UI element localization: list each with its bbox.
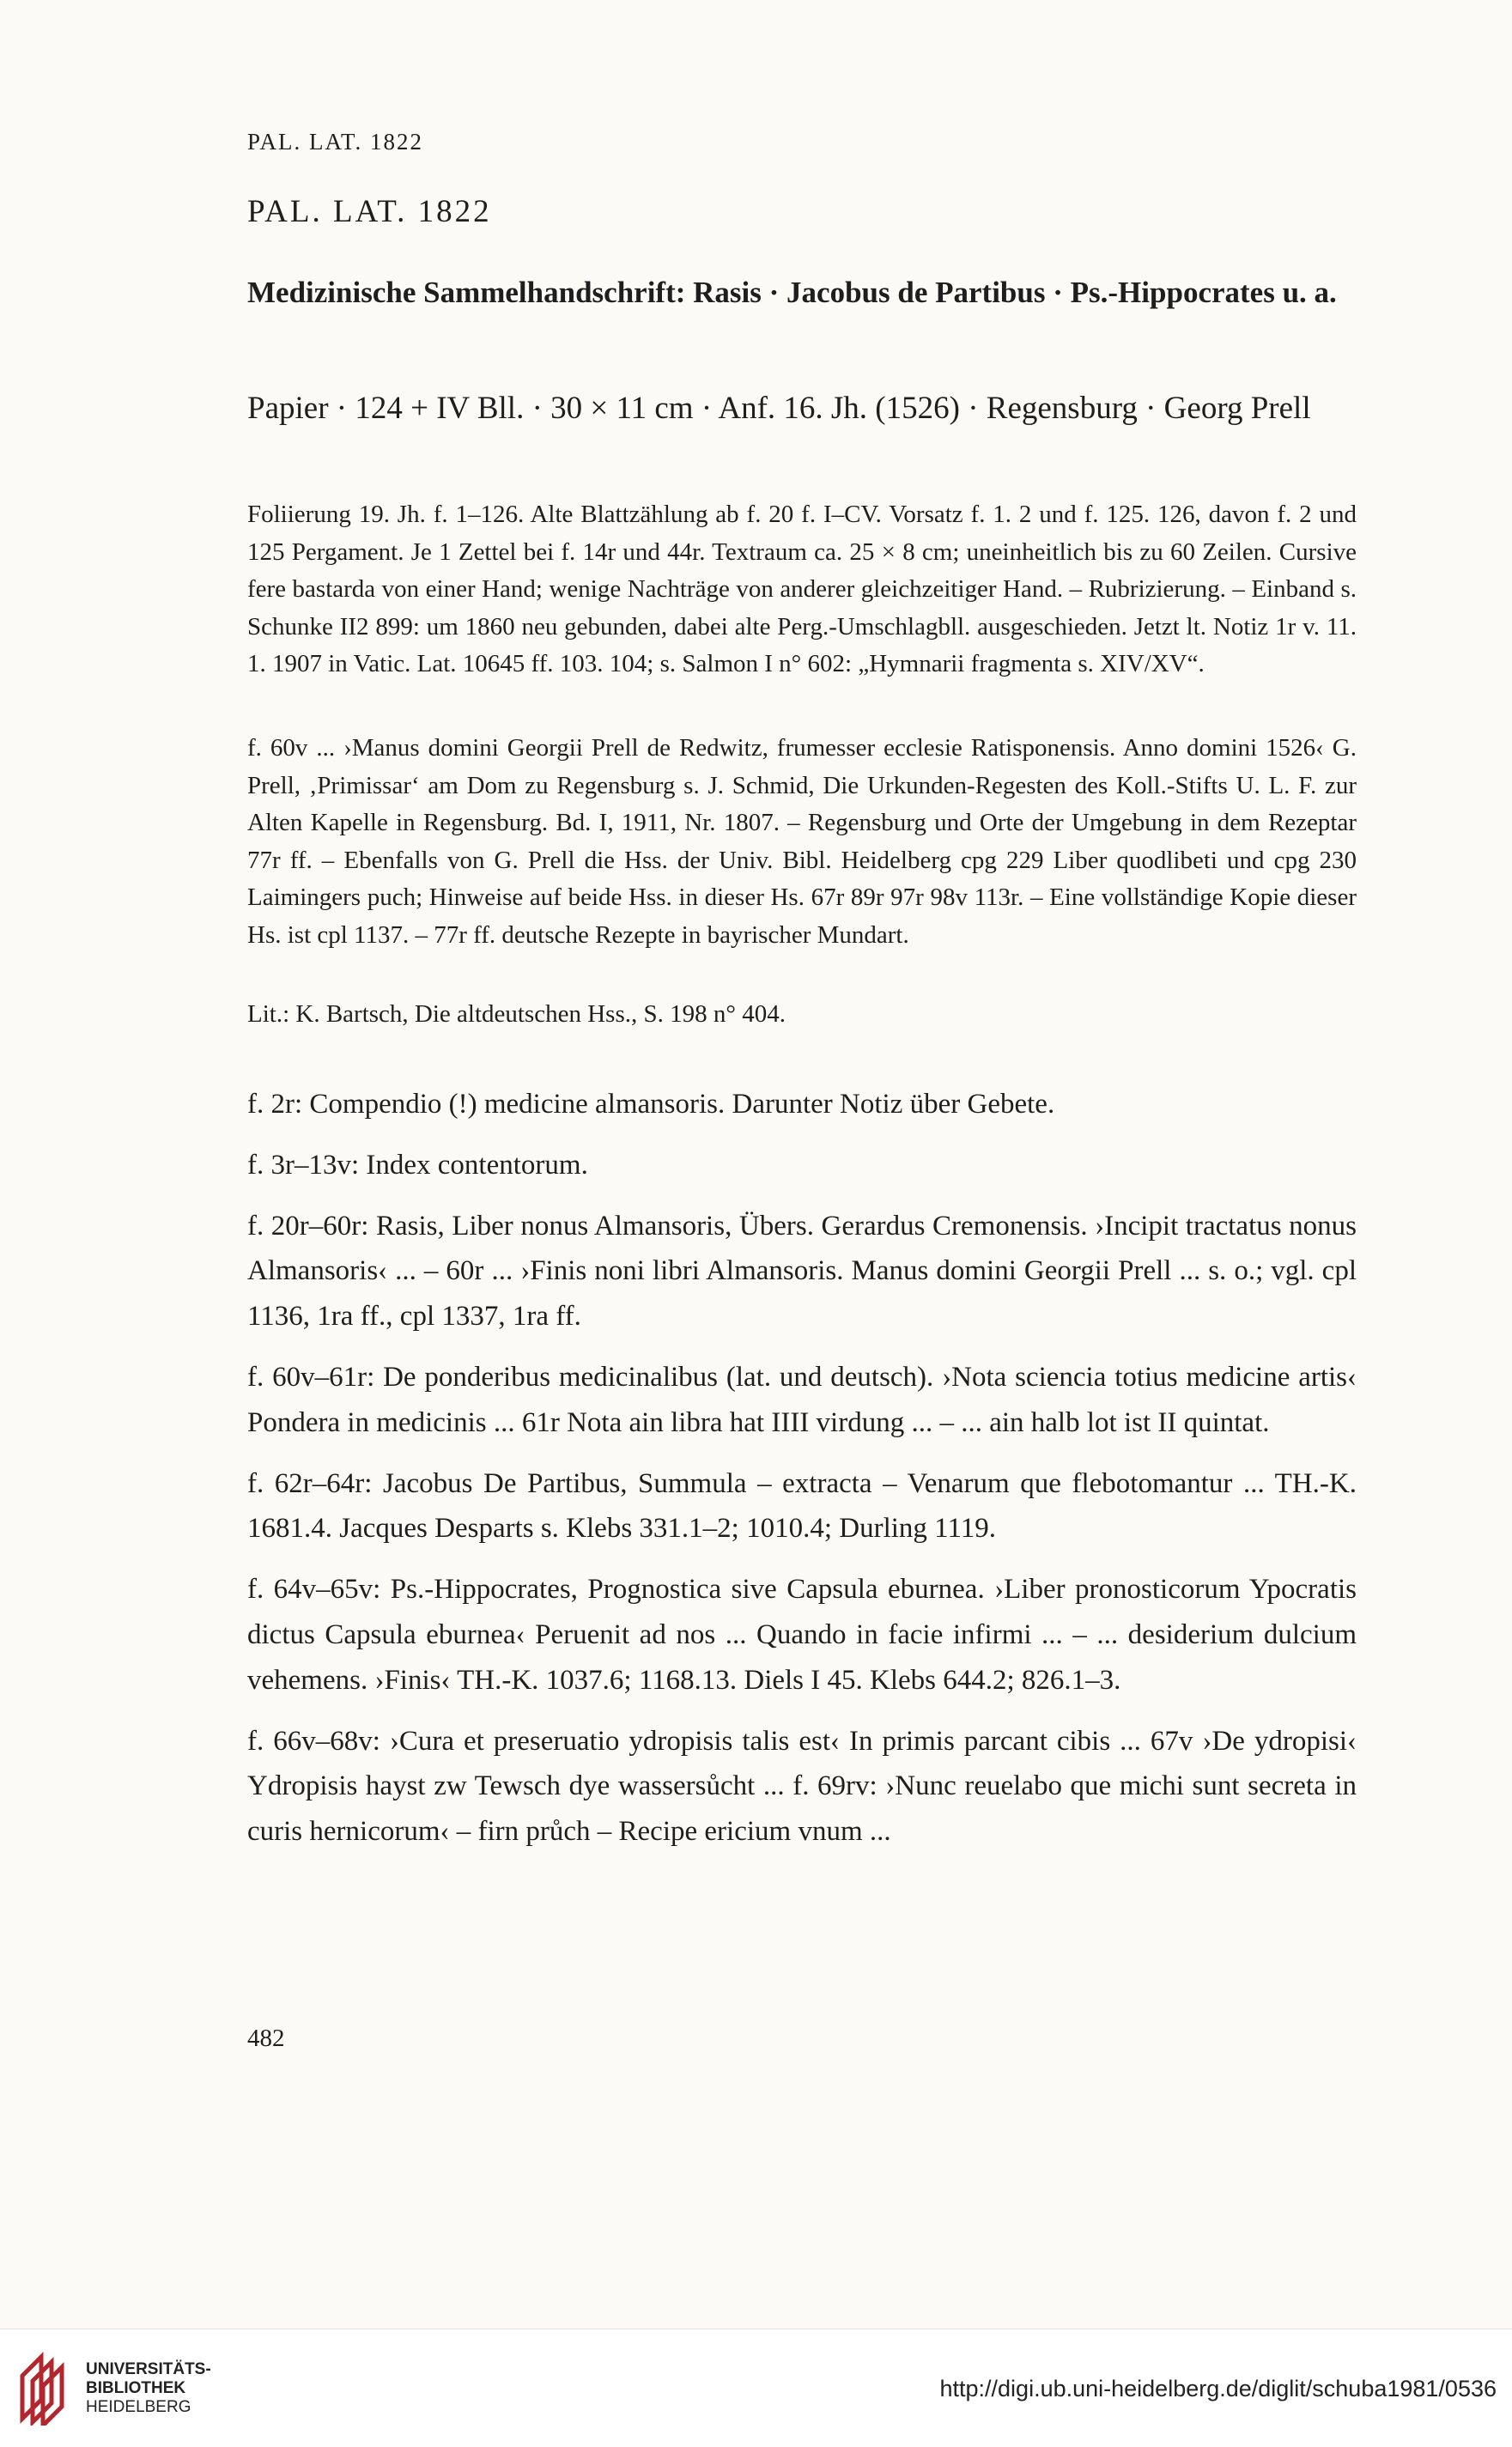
literature-note: Lit.: K. Bartsch, Die altdeutschen Hss., S. 198 n° 404. <box>247 1000 786 1028</box>
library-logo-icon <box>15 2350 76 2426</box>
contents-list <box>247 1082 1357 1870</box>
page-title: PAL. LAT. 1822 <box>247 194 492 229</box>
entry-f3-13: f. 3r–13v: Index contentorum. <box>247 1149 588 1181</box>
library-name-line1: UNIVERSITÄTS- <box>86 2360 211 2378</box>
entry-f66-68: f. 66v–68v: ›Cura et preseruatio ydropisis talis est‹ In primis parcant cibis ... 67v ›De ydropisi‹ Ydropisis hayst zw Tewsch dye wassersůcht ... f. 69rv: ›Nunc reuelabo que michi sunt secreta in curis hernicorum‹ – firn průch – Recipe ericium vnum ... <box>247 1725 1357 1848</box>
manuscript-heading: Medizinische Sammelhandschrift: Rasis · Jacobus de Partibus · Ps.-Hippocrates u. a. <box>247 276 1337 309</box>
entry-f64-65: f. 64v–65v: Ps.-Hippocrates, Prognostica sive Capsula eburnea. ›Liber pronosticorum Ypocratis dictus Capsula eburnea‹ Peruenit ad nos ... Quando in facie infirmi ... – ... desiderium dulcium vehemens. ›Finis‹ TH.-K. 1037.6; 1168.13. Diels I 45. Klebs 644.2; 826.1–3. <box>247 1574 1357 1696</box>
description-para2: f. 60v ... ›Manus domini Georgii Prell de Redwitz, frumesser ecclesie Ratisponensis. Anno domini 1526‹ G. Prell, ‚Primissar‘ am Dom zu Regensburg s. J. Schmid, Die Urkunden-Regesten des Koll.-Stifts U. L. F. zur Alten Kapelle in Regensburg. Bd. I, 1911, Nr. 1807. – Regensburg und Orte der Umgebung in dem Rezeptar 77r ff. – Ebenfalls von G. Prell die Hss. der Univ. Bibl. Heidelberg cpg 229 Liber quodlibeti und cpg 230 Laimingers puch; Hinweise auf beide Hss. in dieser Hs. 67r 89r 97r 98v 113r. – Eine vollständige Kopie dieser Hs. ist cpl 1137. – 77r ff. deutsche Rezepte in bayrischer Mundart. <box>247 734 1357 949</box>
entry-f2: f. 2r: Compendio (!) medicine almansoris. Darunter Notiz über Gebete. <box>247 1089 1055 1120</box>
library-name-line3: HEIDELBERG <box>86 2398 191 2416</box>
entry-f20-60: f. 20r–60r: Rasis, Liber nonus Almansoris, Übers. Gerardus Cremonensis. ›Incipit tractatus nonus Almansoris‹ ... – 60r ... ›Finis noni libri Almansoris. Manus domini Georgii Prell ... s. o.; vgl. cpl 1136, 1ra ff., cpl 1337, 1ra ff. <box>247 1210 1357 1333</box>
running-head: PAL. LAT. 1822 <box>247 129 424 155</box>
permalink-url[interactable]: http://digi.ub.uni-heidelberg.de/diglit/schuba1981/0536 <box>939 2376 1497 2401</box>
entry-f60-61: f. 60v–61r: De ponderibus medicinalibus (lat. und deutsch). ›Nota sciencia totius medicine artis‹ Pondera in medicinis ... 61r Nota ain libra hat IIII virdung ... – ... ain halb lot ist II quintat. <box>247 1361 1357 1438</box>
entry-f62-64: f. 62r–64r: Jacobus De Partibus, Summula – extracta – Venarum que flebotomantur ... TH.-K. 1681.4. Jacques Desparts s. Klebs 331.1–2; 1010.4; Durling 1119. <box>247 1467 1357 1545</box>
library-name <box>86 2360 211 2417</box>
manuscript-facts: Papier · 124 + IV Bll. · 30 × 11 cm · Anf. 16. Jh. (1526) · Regensburg · Georg Prell <box>247 391 1311 426</box>
description-para1: Foliierung 19. Jh. f. 1–126. Alte Blattzählung ab f. 20 f. I–CV. Vorsatz f. 1. 2 und f. 125. 126, davon f. 2 und 125 Pergament. Je 1 Zettel bei f. 14r und 44r. Textraum ca. 25 × 8 cm; uneinheitlich bis zu 60 Zeilen. Cursive fere bastarda von einer Hand; wenige Nachträge von anderer gleichzeitiger Hand. – Rubrizierung. – Einband s. Schunke II2 899: um 1860 neu gebunden, dabei alte Perg.-Umschlagbll. ausgeschieden. Jetzt lt. Notiz 1r v. 11. 1. 1907 in Vatic. Lat. 10645 ff. 103. 104; s. Salmon I n° 602: „Hymnarii fragmenta s. XIV/XV“. <box>247 501 1357 677</box>
page-number: 482 <box>247 2025 285 2052</box>
library-name-line2: BIBLIOTHEK <box>86 2379 186 2397</box>
viewer-footer <box>0 2329 1512 2447</box>
